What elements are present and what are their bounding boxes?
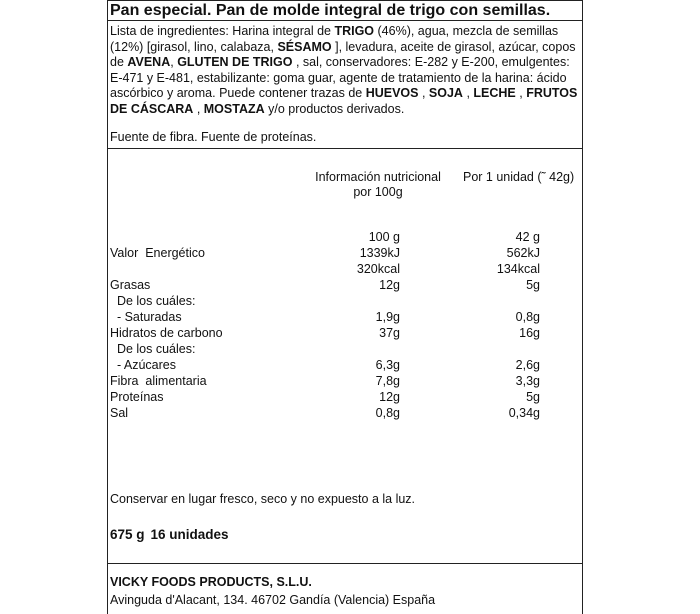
header-per100-line1: Información nutricional [315,170,441,184]
unit-count: 16 unidades [150,527,229,542]
header-per100-line2: por 100g [353,185,403,199]
product-title: Pan especial. Pan de molde integral de trigo con semillas. [110,2,551,19]
ingredients-text: Lista de ingredientes: Harina integral de [110,24,335,38]
nutrient-value-per100: 0,8g [375,406,400,420]
nutrient-value-per100: 6,3g [375,358,400,372]
nutrient-value-per100: 12g [379,390,400,404]
ingredients-divider [107,148,583,149]
ingredients-text: , [170,55,178,70]
qty-per100: 100 g [368,230,400,244]
company-divider [107,563,583,564]
nutrient-value-per100: 12g [379,278,400,292]
nutrient-value-per-unit: 562kJ [506,246,540,260]
nutrient-value-per100: 1,9g [375,310,400,324]
ingredients-text: (46%), agua, mezcla de semillas (12%) [girasol, lino, calabaza, [110,24,559,54]
allergen-highlight: LECHE [473,86,516,101]
nutrient-value-per100: 37g [379,326,400,340]
ingredients-text: , [418,86,429,101]
top-border [107,0,583,1]
nutrient-label: - Azúcares [110,358,176,372]
title-divider [107,20,583,21]
company-address: Avinguda d'Alacant, 134. 46702 Gandía (Valencia) España [110,593,436,607]
storage-instructions: Conservar en lugar fresco, seco y no expuesto a la luz. [110,492,416,506]
nutrient-value-per-unit: 16g [519,326,540,340]
allergen-highlight: AVENA [127,55,171,70]
net-weight-line [110,527,229,542]
nutrient-label: Fibra alimentaria [110,374,207,388]
ingredients-text: , [193,101,204,116]
allergen-highlight: SOJA [428,86,463,101]
nutrient-value-per-unit: 3,3g [515,374,540,388]
nutrient-value-per-unit: 5g [526,278,540,292]
company-name: VICKY FOODS PRODUCTS, S.L.U. [110,575,312,589]
nutrition-claims: Fuente de fibra. Fuente de proteínas. [110,130,317,144]
nutrient-value-per-unit: 5g [526,390,540,404]
nutrient-value-per100: 1339kJ [359,246,400,260]
nutrient-value-per-unit: 0,34g [508,406,540,420]
header-per-unit: Por 1 unidad (˜ 42g) [463,170,575,184]
nutrient-label: Proteínas [110,390,164,404]
allergen-highlight: TRIGO [334,24,375,38]
qty-per-unit: 42 g [515,230,540,244]
nutrient-value-per100: 320kcal [356,262,400,276]
nutrient-label: - Saturadas [110,310,182,324]
ingredients-text: , [462,86,474,101]
ingredients-text: ], levadura, aceite de girasol, azúcar, copos de [110,39,576,70]
nutrient-label: De los cuáles: [110,342,196,356]
allergen-highlight: SÉSAMO [277,39,332,54]
nutrient-label: Valor Energético [110,246,205,260]
nutrient-label: Sal [110,406,129,420]
ingredients-text: , sal, conservadores: E-282 y E-200, emulgentes: E-471 y E-481, estabilizante: goma guar, agente de tratamiento de la harina: ácido ascórbico y aroma. Puede contener trazas de [110,55,570,101]
ingredients-text: y/o productos derivados. [264,101,405,116]
nutrient-label: Grasas [110,278,151,292]
allergen-highlight: HUEVOS [365,86,419,101]
nutrient-label: Hidratos de carbono [110,326,223,340]
nutrient-value-per-unit: 0,8g [515,310,540,324]
ingredients-text: , [515,86,527,101]
nutrient-value-per100: 7,8g [375,374,400,388]
allergen-highlight: FRUTOS DE CÁSCARA [110,86,578,116]
nutrient-value-per-unit: 134kcal [496,262,540,276]
nutrient-label: De los cuáles: [110,294,196,308]
allergen-highlight: MOSTAZA [203,101,265,116]
ingredients-list [110,24,580,118]
net-weight: 675 g [110,527,145,542]
nutrient-value-per-unit: 2,6g [515,358,540,372]
allergen-highlight: GLUTEN DE TRIGO [177,55,293,70]
